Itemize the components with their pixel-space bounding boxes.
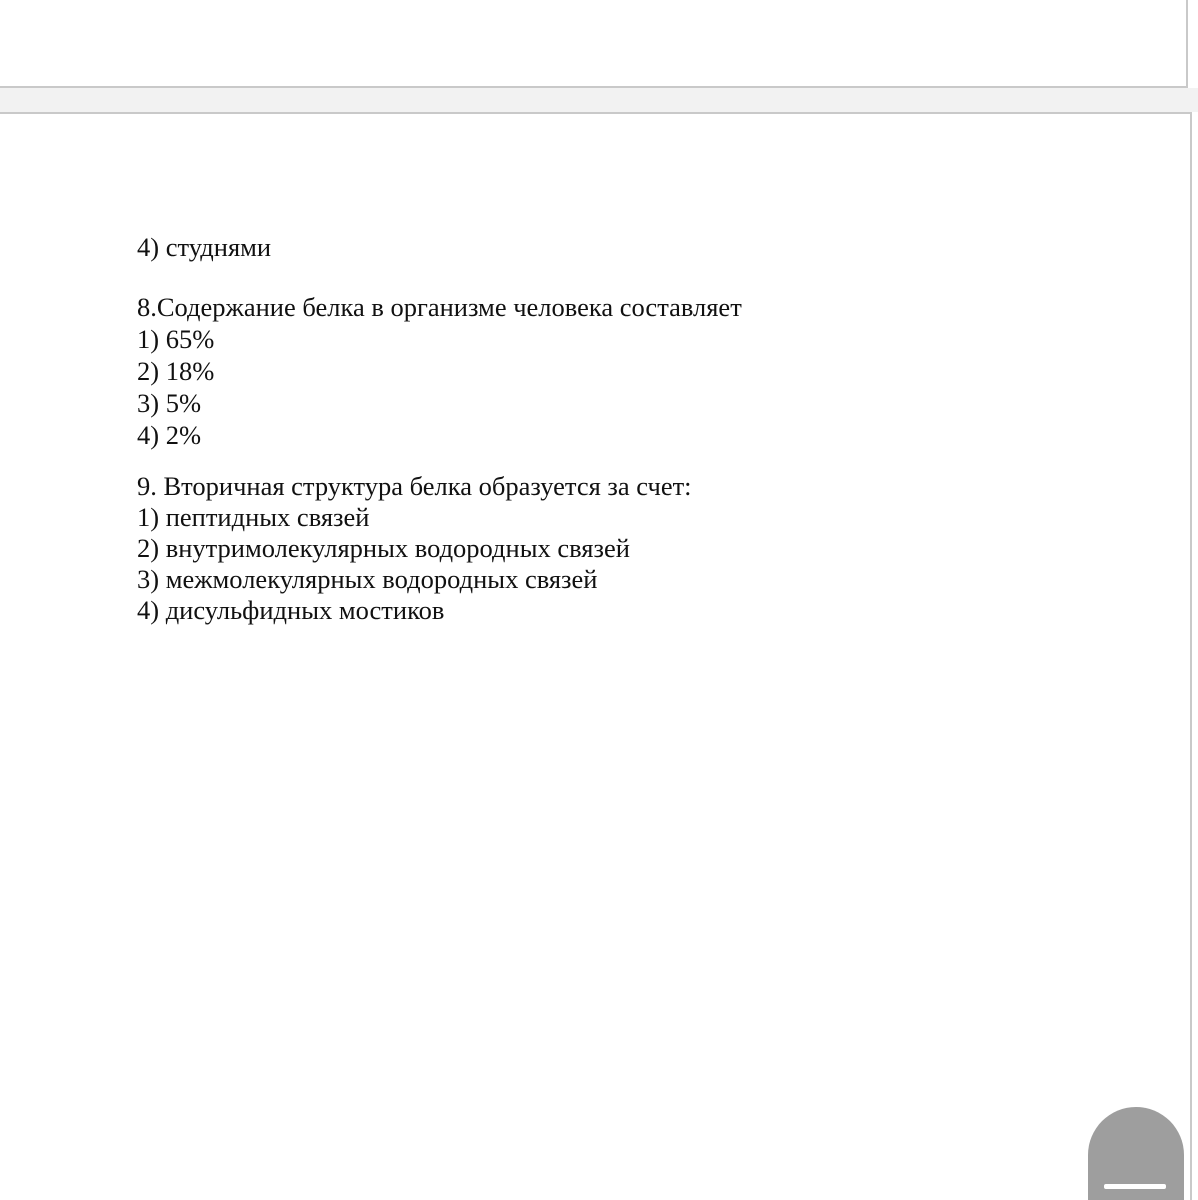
previous-page (0, 0, 1188, 88)
document-content (137, 231, 1037, 626)
floating-scroll-button[interactable] (1088, 1107, 1184, 1200)
question-8-option-1: 1) 65% (137, 324, 215, 354)
question-9-option-3: 3) межмолекулярных водородных связей (137, 564, 598, 594)
question-8-option-3: 3) 5% (137, 388, 202, 418)
question-9-title: 9. Вторичная структура белка образуется за счет: (137, 471, 692, 501)
question-9-option-2: 2) внутримолекулярных водородных связей (137, 533, 630, 563)
minus-bar-icon (1104, 1184, 1166, 1189)
question-9-option-4: 4) дисульфидных мостиков (137, 595, 445, 625)
question-9-option-1: 1) пептидных связей (137, 502, 370, 532)
question-8-option-2: 2) 18% (137, 356, 215, 386)
answer-option: 4) студнями (137, 232, 272, 262)
page-separator (0, 88, 1198, 112)
question-8-title: 8.Содержание белка в организме человека составляет (137, 292, 742, 322)
question-8-option-4: 4) 2% (137, 420, 202, 450)
